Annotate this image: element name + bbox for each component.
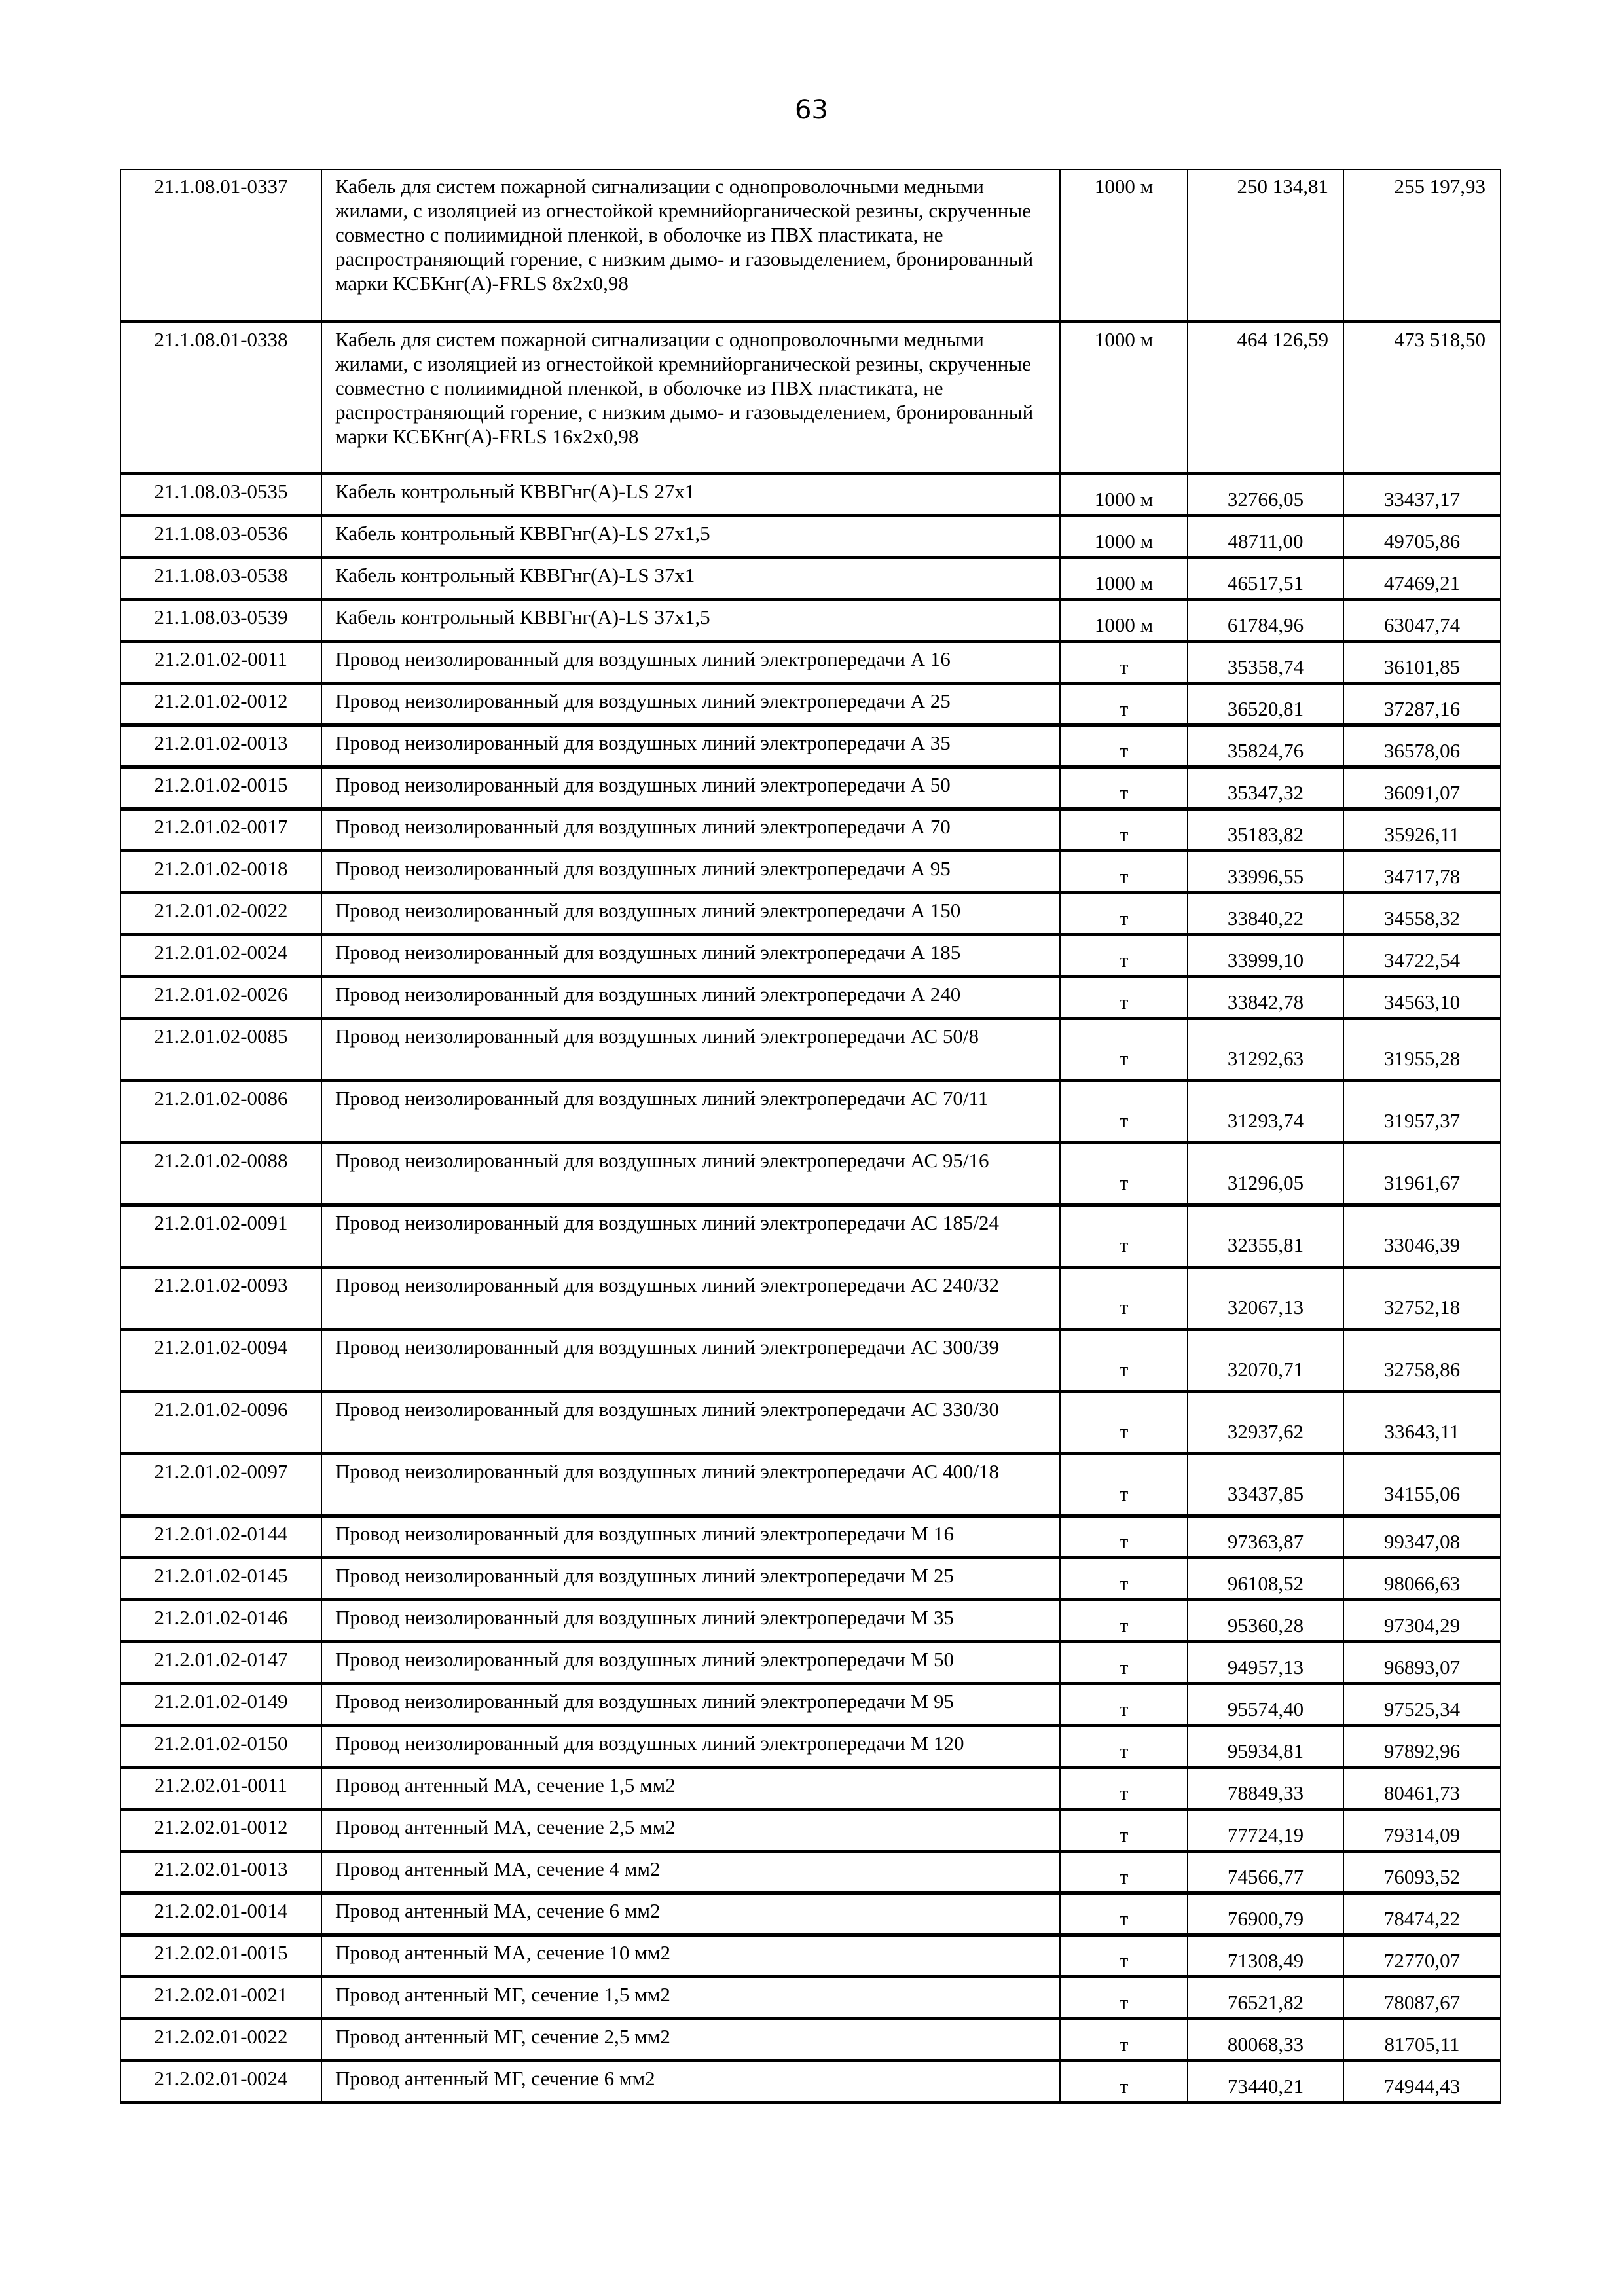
- table-row: [120, 515, 1501, 557]
- resource-code-cell: 21.2.02.01-0011: [120, 1767, 321, 1809]
- table-row: [120, 725, 1501, 767]
- unit-cell: т: [1060, 767, 1188, 809]
- unit-cell: 1000 м: [1060, 515, 1188, 557]
- price-estimate-cell: 97363,87: [1188, 1516, 1343, 1558]
- table-row: [120, 767, 1501, 809]
- resource-name-cell: Кабель контрольный КВВГнг(А)-LS 27х1: [321, 473, 1060, 515]
- table-row: [120, 1018, 1501, 1080]
- price-release-cell: 78474,22: [1343, 1893, 1501, 1935]
- table-row: [120, 473, 1501, 515]
- resource-name-cell: Провод антенный МГ, сечение 6 мм2: [321, 2060, 1060, 2102]
- table-row: [120, 892, 1501, 934]
- table-row: [120, 1725, 1501, 1767]
- resource-name-cell: Провод неизолированный для воздушных линий электропередачи М 120: [321, 1725, 1060, 1767]
- unit-cell: т: [1060, 2018, 1188, 2060]
- price-estimate-cell: 35183,82: [1188, 809, 1343, 850]
- price-estimate-cell: 35358,74: [1188, 641, 1343, 683]
- unit-cell: 1000 м: [1060, 557, 1188, 599]
- price-release-cell: 97525,34: [1343, 1683, 1501, 1725]
- resource-name-cell: Провод антенный МГ, сечение 2,5 мм2: [321, 2018, 1060, 2060]
- unit-cell: т: [1060, 725, 1188, 767]
- price-estimate-cell: 74566,77: [1188, 1851, 1343, 1893]
- resource-code-cell: 21.2.01.02-0013: [120, 725, 321, 767]
- price-estimate-cell: 46517,51: [1188, 557, 1343, 599]
- table-row: [120, 2060, 1501, 2102]
- resource-name-cell: Провод неизолированный для воздушных линий электропередачи А 25: [321, 683, 1060, 725]
- resource-name-cell: Провод антенный МА, сечение 6 мм2: [321, 1893, 1060, 1935]
- resource-code-cell: 21.2.02.01-0015: [120, 1935, 321, 1977]
- table-row: [120, 1977, 1501, 2018]
- resource-code-cell: 21.2.01.02-0149: [120, 1683, 321, 1725]
- page-number: 63: [795, 95, 828, 125]
- resource-code-cell: 21.2.01.02-0096: [120, 1391, 321, 1453]
- table-row: [120, 1329, 1501, 1391]
- resource-code-cell: 21.2.01.02-0088: [120, 1142, 321, 1205]
- table-row: [120, 1453, 1501, 1516]
- resource-code-cell: 21.2.01.02-0091: [120, 1205, 321, 1267]
- resource-name-cell: Провод неизолированный для воздушных линий электропередачи М 50: [321, 1641, 1060, 1683]
- unit-cell: т: [1060, 1453, 1188, 1516]
- resource-code-cell: 21.2.02.01-0021: [120, 1977, 321, 2018]
- price-release-cell: 34558,32: [1343, 892, 1501, 934]
- price-release-cell: 99347,08: [1343, 1516, 1501, 1558]
- price-release-cell: 97892,96: [1343, 1725, 1501, 1767]
- resource-name-cell: Кабель контрольный КВВГнг(А)-LS 37х1: [321, 557, 1060, 599]
- price-release-cell: 81705,11: [1343, 2018, 1501, 2060]
- table-row: [120, 557, 1501, 599]
- resource-name-cell: Кабель контрольный КВВГнг(А)-LS 37х1,5: [321, 599, 1060, 641]
- unit-cell: т: [1060, 1018, 1188, 1080]
- resource-code-cell: 21.2.01.02-0150: [120, 1725, 321, 1767]
- resource-code-cell: 21.2.01.02-0146: [120, 1599, 321, 1641]
- resource-name-cell: Провод неизолированный для воздушных линий электропередачи М 95: [321, 1683, 1060, 1725]
- price-release-cell: 96893,07: [1343, 1641, 1501, 1683]
- table-row: [120, 1142, 1501, 1205]
- price-table: [120, 169, 1501, 2104]
- unit-cell: т: [1060, 1205, 1188, 1267]
- unit-cell: т: [1060, 1893, 1188, 1935]
- price-release-cell: 36101,85: [1343, 641, 1501, 683]
- table-row: [120, 641, 1501, 683]
- table-row: [120, 809, 1501, 850]
- price-estimate-cell: 95934,81: [1188, 1725, 1343, 1767]
- price-estimate-cell: 35347,32: [1188, 767, 1343, 809]
- resource-code-cell: 21.2.01.02-0094: [120, 1329, 321, 1391]
- price-release-cell: 74944,43: [1343, 2060, 1501, 2102]
- unit-cell: 1000 м: [1060, 170, 1188, 321]
- unit-cell: т: [1060, 1516, 1188, 1558]
- unit-cell: т: [1060, 1329, 1188, 1391]
- table-row: [120, 976, 1501, 1018]
- table-row: [120, 321, 1501, 473]
- resource-code-cell: 21.1.08.01-0338: [120, 321, 321, 473]
- resource-name-cell: Провод неизолированный для воздушных линий электропередачи А 16: [321, 641, 1060, 683]
- unit-cell: т: [1060, 1851, 1188, 1893]
- resource-name-cell: Провод неизолированный для воздушных линий электропередачи АС 300/39: [321, 1329, 1060, 1391]
- price-estimate-cell: 48711,00: [1188, 515, 1343, 557]
- resource-name-cell: Кабель для систем пожарной сигнализации с однопроволочными медными жилами, с изоляцией из огнестойкой кремнийорганической резины, скрученные совместно с полиимидной пленкой, в оболочке из ПВХ пластиката, не распространяющий горение, с низким дымо- и газовыделением, бронированный марки КСБКнг(А)-FRLS 8х2х0,98: [321, 170, 1060, 321]
- table-row: [120, 683, 1501, 725]
- resource-code-cell: 21.2.01.02-0097: [120, 1453, 321, 1516]
- resource-code-cell: 21.2.02.01-0024: [120, 2060, 321, 2102]
- price-release-cell: 98066,63: [1343, 1558, 1501, 1599]
- resource-code-cell: 21.2.01.02-0026: [120, 976, 321, 1018]
- resource-code-cell: 21.1.08.03-0539: [120, 599, 321, 641]
- price-estimate-cell: 31292,63: [1188, 1018, 1343, 1080]
- unit-cell: т: [1060, 1683, 1188, 1725]
- price-estimate-cell: 32070,71: [1188, 1329, 1343, 1391]
- table-row: [120, 599, 1501, 641]
- resource-code-cell: 21.2.02.01-0012: [120, 1809, 321, 1851]
- resource-code-cell: 21.2.01.02-0144: [120, 1516, 321, 1558]
- table-row: [120, 1080, 1501, 1142]
- resource-name-cell: Провод неизолированный для воздушных линий электропередачи М 16: [321, 1516, 1060, 1558]
- unit-cell: т: [1060, 892, 1188, 934]
- price-estimate-cell: 76900,79: [1188, 1893, 1343, 1935]
- resource-code-cell: 21.1.08.01-0337: [120, 170, 321, 321]
- price-estimate-cell: 95574,40: [1188, 1683, 1343, 1725]
- price-release-cell: 31955,28: [1343, 1018, 1501, 1080]
- resource-code-cell: 21.2.01.02-0024: [120, 934, 321, 976]
- table-row: [120, 1205, 1501, 1267]
- resource-name-cell: Провод неизолированный для воздушных линий электропередачи АС 240/32: [321, 1267, 1060, 1329]
- price-estimate-cell: 33840,22: [1188, 892, 1343, 934]
- resource-code-cell: 21.2.01.02-0012: [120, 683, 321, 725]
- table-row: [120, 2018, 1501, 2060]
- unit-cell: т: [1060, 1809, 1188, 1851]
- unit-cell: т: [1060, 1391, 1188, 1453]
- resource-name-cell: Провод антенный МА, сечение 2,5 мм2: [321, 1809, 1060, 1851]
- price-estimate-cell: 250 134,81: [1188, 170, 1343, 321]
- unit-cell: т: [1060, 1725, 1188, 1767]
- resource-code-cell: 21.2.01.02-0022: [120, 892, 321, 934]
- table-row: [120, 1599, 1501, 1641]
- resource-name-cell: Провод неизолированный для воздушных линий электропередачи А 95: [321, 850, 1060, 892]
- unit-cell: т: [1060, 1641, 1188, 1683]
- resource-code-cell: 21.2.01.02-0085: [120, 1018, 321, 1080]
- table-row: [120, 1391, 1501, 1453]
- unit-cell: т: [1060, 976, 1188, 1018]
- unit-cell: т: [1060, 1977, 1188, 2018]
- price-estimate-cell: 33437,85: [1188, 1453, 1343, 1516]
- price-release-cell: 36578,06: [1343, 725, 1501, 767]
- resource-code-cell: 21.1.08.03-0538: [120, 557, 321, 599]
- table-row: [120, 170, 1501, 321]
- price-release-cell: 63047,74: [1343, 599, 1501, 641]
- price-estimate-cell: 35824,76: [1188, 725, 1343, 767]
- resource-code-cell: 21.2.01.02-0147: [120, 1641, 321, 1683]
- table-row: [120, 1809, 1501, 1851]
- price-estimate-cell: 33842,78: [1188, 976, 1343, 1018]
- resource-name-cell: Провод антенный МА, сечение 1,5 мм2: [321, 1767, 1060, 1809]
- resource-code-cell: 21.1.08.03-0536: [120, 515, 321, 557]
- table-row: [120, 1641, 1501, 1683]
- price-estimate-cell: 71308,49: [1188, 1935, 1343, 1977]
- price-estimate-cell: 95360,28: [1188, 1599, 1343, 1641]
- price-release-cell: 32752,18: [1343, 1267, 1501, 1329]
- price-estimate-cell: 32937,62: [1188, 1391, 1343, 1453]
- price-estimate-cell: 33996,55: [1188, 850, 1343, 892]
- price-release-cell: 32758,86: [1343, 1329, 1501, 1391]
- unit-cell: т: [1060, 1267, 1188, 1329]
- table-row: [120, 1851, 1501, 1893]
- price-release-cell: 49705,86: [1343, 515, 1501, 557]
- price-release-cell: 33046,39: [1343, 1205, 1501, 1267]
- table-row: [120, 1767, 1501, 1809]
- resource-name-cell: Провод неизолированный для воздушных линий электропередачи А 150: [321, 892, 1060, 934]
- unit-cell: 1000 м: [1060, 321, 1188, 473]
- price-release-cell: 72770,07: [1343, 1935, 1501, 1977]
- resource-name-cell: Провод неизолированный для воздушных линий электропередачи А 185: [321, 934, 1060, 976]
- price-release-cell: 255 197,93: [1343, 170, 1501, 321]
- resource-name-cell: Провод неизолированный для воздушных линий электропередачи М 35: [321, 1599, 1060, 1641]
- unit-cell: т: [1060, 641, 1188, 683]
- resource-code-cell: 21.2.01.02-0093: [120, 1267, 321, 1329]
- resource-code-cell: 21.1.08.03-0535: [120, 473, 321, 515]
- unit-cell: т: [1060, 809, 1188, 850]
- resource-name-cell: Провод антенный МА, сечение 10 мм2: [321, 1935, 1060, 1977]
- resource-name-cell: Провод неизолированный для воздушных линий электропередачи АС 330/30: [321, 1391, 1060, 1453]
- price-release-cell: 34717,78: [1343, 850, 1501, 892]
- resource-name-cell: Провод неизолированный для воздушных линий электропередачи А 240: [321, 976, 1060, 1018]
- resource-code-cell: 21.2.01.02-0017: [120, 809, 321, 850]
- price-estimate-cell: 31296,05: [1188, 1142, 1343, 1205]
- unit-cell: 1000 м: [1060, 473, 1188, 515]
- resource-name-cell: Кабель для систем пожарной сигнализации с однопроволочными медными жилами, с изоляцией из огнестойкой кремнийорганической резины, скрученные совместно с полиимидной пленкой, в оболочке из ПВХ пластиката, не распространяющий горение, с низким дымо- и газовыделением, бронированный марки КСБКнг(А)-FRLS 16х2х0,98: [321, 321, 1060, 473]
- price-release-cell: 37287,16: [1343, 683, 1501, 725]
- unit-cell: т: [1060, 850, 1188, 892]
- price-release-cell: 97304,29: [1343, 1599, 1501, 1641]
- price-estimate-cell: 94957,13: [1188, 1641, 1343, 1683]
- price-estimate-cell: 31293,74: [1188, 1080, 1343, 1142]
- price-estimate-cell: 464 126,59: [1188, 321, 1343, 473]
- unit-cell: т: [1060, 1599, 1188, 1641]
- price-release-cell: 31957,37: [1343, 1080, 1501, 1142]
- resource-name-cell: Провод неизолированный для воздушных линий электропередачи А 70: [321, 809, 1060, 850]
- price-release-cell: 47469,21: [1343, 557, 1501, 599]
- unit-cell: т: [1060, 934, 1188, 976]
- price-release-cell: 80461,73: [1343, 1767, 1501, 1809]
- price-release-cell: 78087,67: [1343, 1977, 1501, 2018]
- price-estimate-cell: 36520,81: [1188, 683, 1343, 725]
- resource-name-cell: Провод неизолированный для воздушных линий электропередачи АС 50/8: [321, 1018, 1060, 1080]
- table-row: [120, 1267, 1501, 1329]
- resource-name-cell: Провод неизолированный для воздушных линий электропередачи А 50: [321, 767, 1060, 809]
- unit-cell: т: [1060, 1558, 1188, 1599]
- table-row: [120, 1558, 1501, 1599]
- unit-cell: т: [1060, 683, 1188, 725]
- resource-code-cell: 21.2.02.01-0013: [120, 1851, 321, 1893]
- resource-name-cell: Провод неизолированный для воздушных линий электропередачи М 25: [321, 1558, 1060, 1599]
- price-estimate-cell: 33999,10: [1188, 934, 1343, 976]
- price-estimate-cell: 73440,21: [1188, 2060, 1343, 2102]
- resource-name-cell: Кабель контрольный КВВГнг(А)-LS 27х1,5: [321, 515, 1060, 557]
- resource-name-cell: Провод антенный МГ, сечение 1,5 мм2: [321, 1977, 1060, 2018]
- price-release-cell: 76093,52: [1343, 1851, 1501, 1893]
- price-estimate-cell: 32067,13: [1188, 1267, 1343, 1329]
- resource-code-cell: 21.2.01.02-0018: [120, 850, 321, 892]
- unit-cell: т: [1060, 1142, 1188, 1205]
- price-release-cell: 33437,17: [1343, 473, 1501, 515]
- resource-code-cell: 21.2.01.02-0011: [120, 641, 321, 683]
- resource-name-cell: Провод неизолированный для воздушных линий электропередачи АС 400/18: [321, 1453, 1060, 1516]
- price-release-cell: 473 518,50: [1343, 321, 1501, 473]
- price-release-cell: 34563,10: [1343, 976, 1501, 1018]
- price-estimate-cell: 77724,19: [1188, 1809, 1343, 1851]
- table-row: [120, 934, 1501, 976]
- unit-cell: т: [1060, 1080, 1188, 1142]
- unit-cell: т: [1060, 1767, 1188, 1809]
- price-release-cell: 35926,11: [1343, 809, 1501, 850]
- price-table-body: [120, 170, 1501, 2102]
- resource-code-cell: 21.2.01.02-0015: [120, 767, 321, 809]
- price-release-cell: 31961,67: [1343, 1142, 1501, 1205]
- resource-name-cell: Провод антенный МА, сечение 4 мм2: [321, 1851, 1060, 1893]
- price-release-cell: 79314,09: [1343, 1809, 1501, 1851]
- price-estimate-cell: 78849,33: [1188, 1767, 1343, 1809]
- table-row: [120, 1516, 1501, 1558]
- table-row: [120, 1683, 1501, 1725]
- resource-code-cell: 21.2.02.01-0022: [120, 2018, 321, 2060]
- resource-code-cell: 21.2.01.02-0145: [120, 1558, 321, 1599]
- unit-cell: 1000 м: [1060, 599, 1188, 641]
- resource-code-cell: 21.2.02.01-0014: [120, 1893, 321, 1935]
- price-estimate-cell: 32766,05: [1188, 473, 1343, 515]
- price-estimate-cell: 76521,82: [1188, 1977, 1343, 2018]
- unit-cell: т: [1060, 1935, 1188, 1977]
- resource-name-cell: Провод неизолированный для воздушных линий электропередачи АС 95/16: [321, 1142, 1060, 1205]
- price-release-cell: 34722,54: [1343, 934, 1501, 976]
- price-estimate-cell: 96108,52: [1188, 1558, 1343, 1599]
- resource-code-cell: 21.2.01.02-0086: [120, 1080, 321, 1142]
- price-estimate-cell: 32355,81: [1188, 1205, 1343, 1267]
- price-release-cell: 33643,11: [1343, 1391, 1501, 1453]
- table-row: [120, 1893, 1501, 1935]
- price-release-cell: 34155,06: [1343, 1453, 1501, 1516]
- table-row: [120, 850, 1501, 892]
- unit-cell: т: [1060, 2060, 1188, 2102]
- price-estimate-cell: 61784,96: [1188, 599, 1343, 641]
- table-row: [120, 1935, 1501, 1977]
- resource-name-cell: Провод неизолированный для воздушных линий электропередачи А 35: [321, 725, 1060, 767]
- price-estimate-cell: 80068,33: [1188, 2018, 1343, 2060]
- price-release-cell: 36091,07: [1343, 767, 1501, 809]
- resource-name-cell: Провод неизолированный для воздушных линий электропередачи АС 185/24: [321, 1205, 1060, 1267]
- resource-name-cell: Провод неизолированный для воздушных линий электропередачи АС 70/11: [321, 1080, 1060, 1142]
